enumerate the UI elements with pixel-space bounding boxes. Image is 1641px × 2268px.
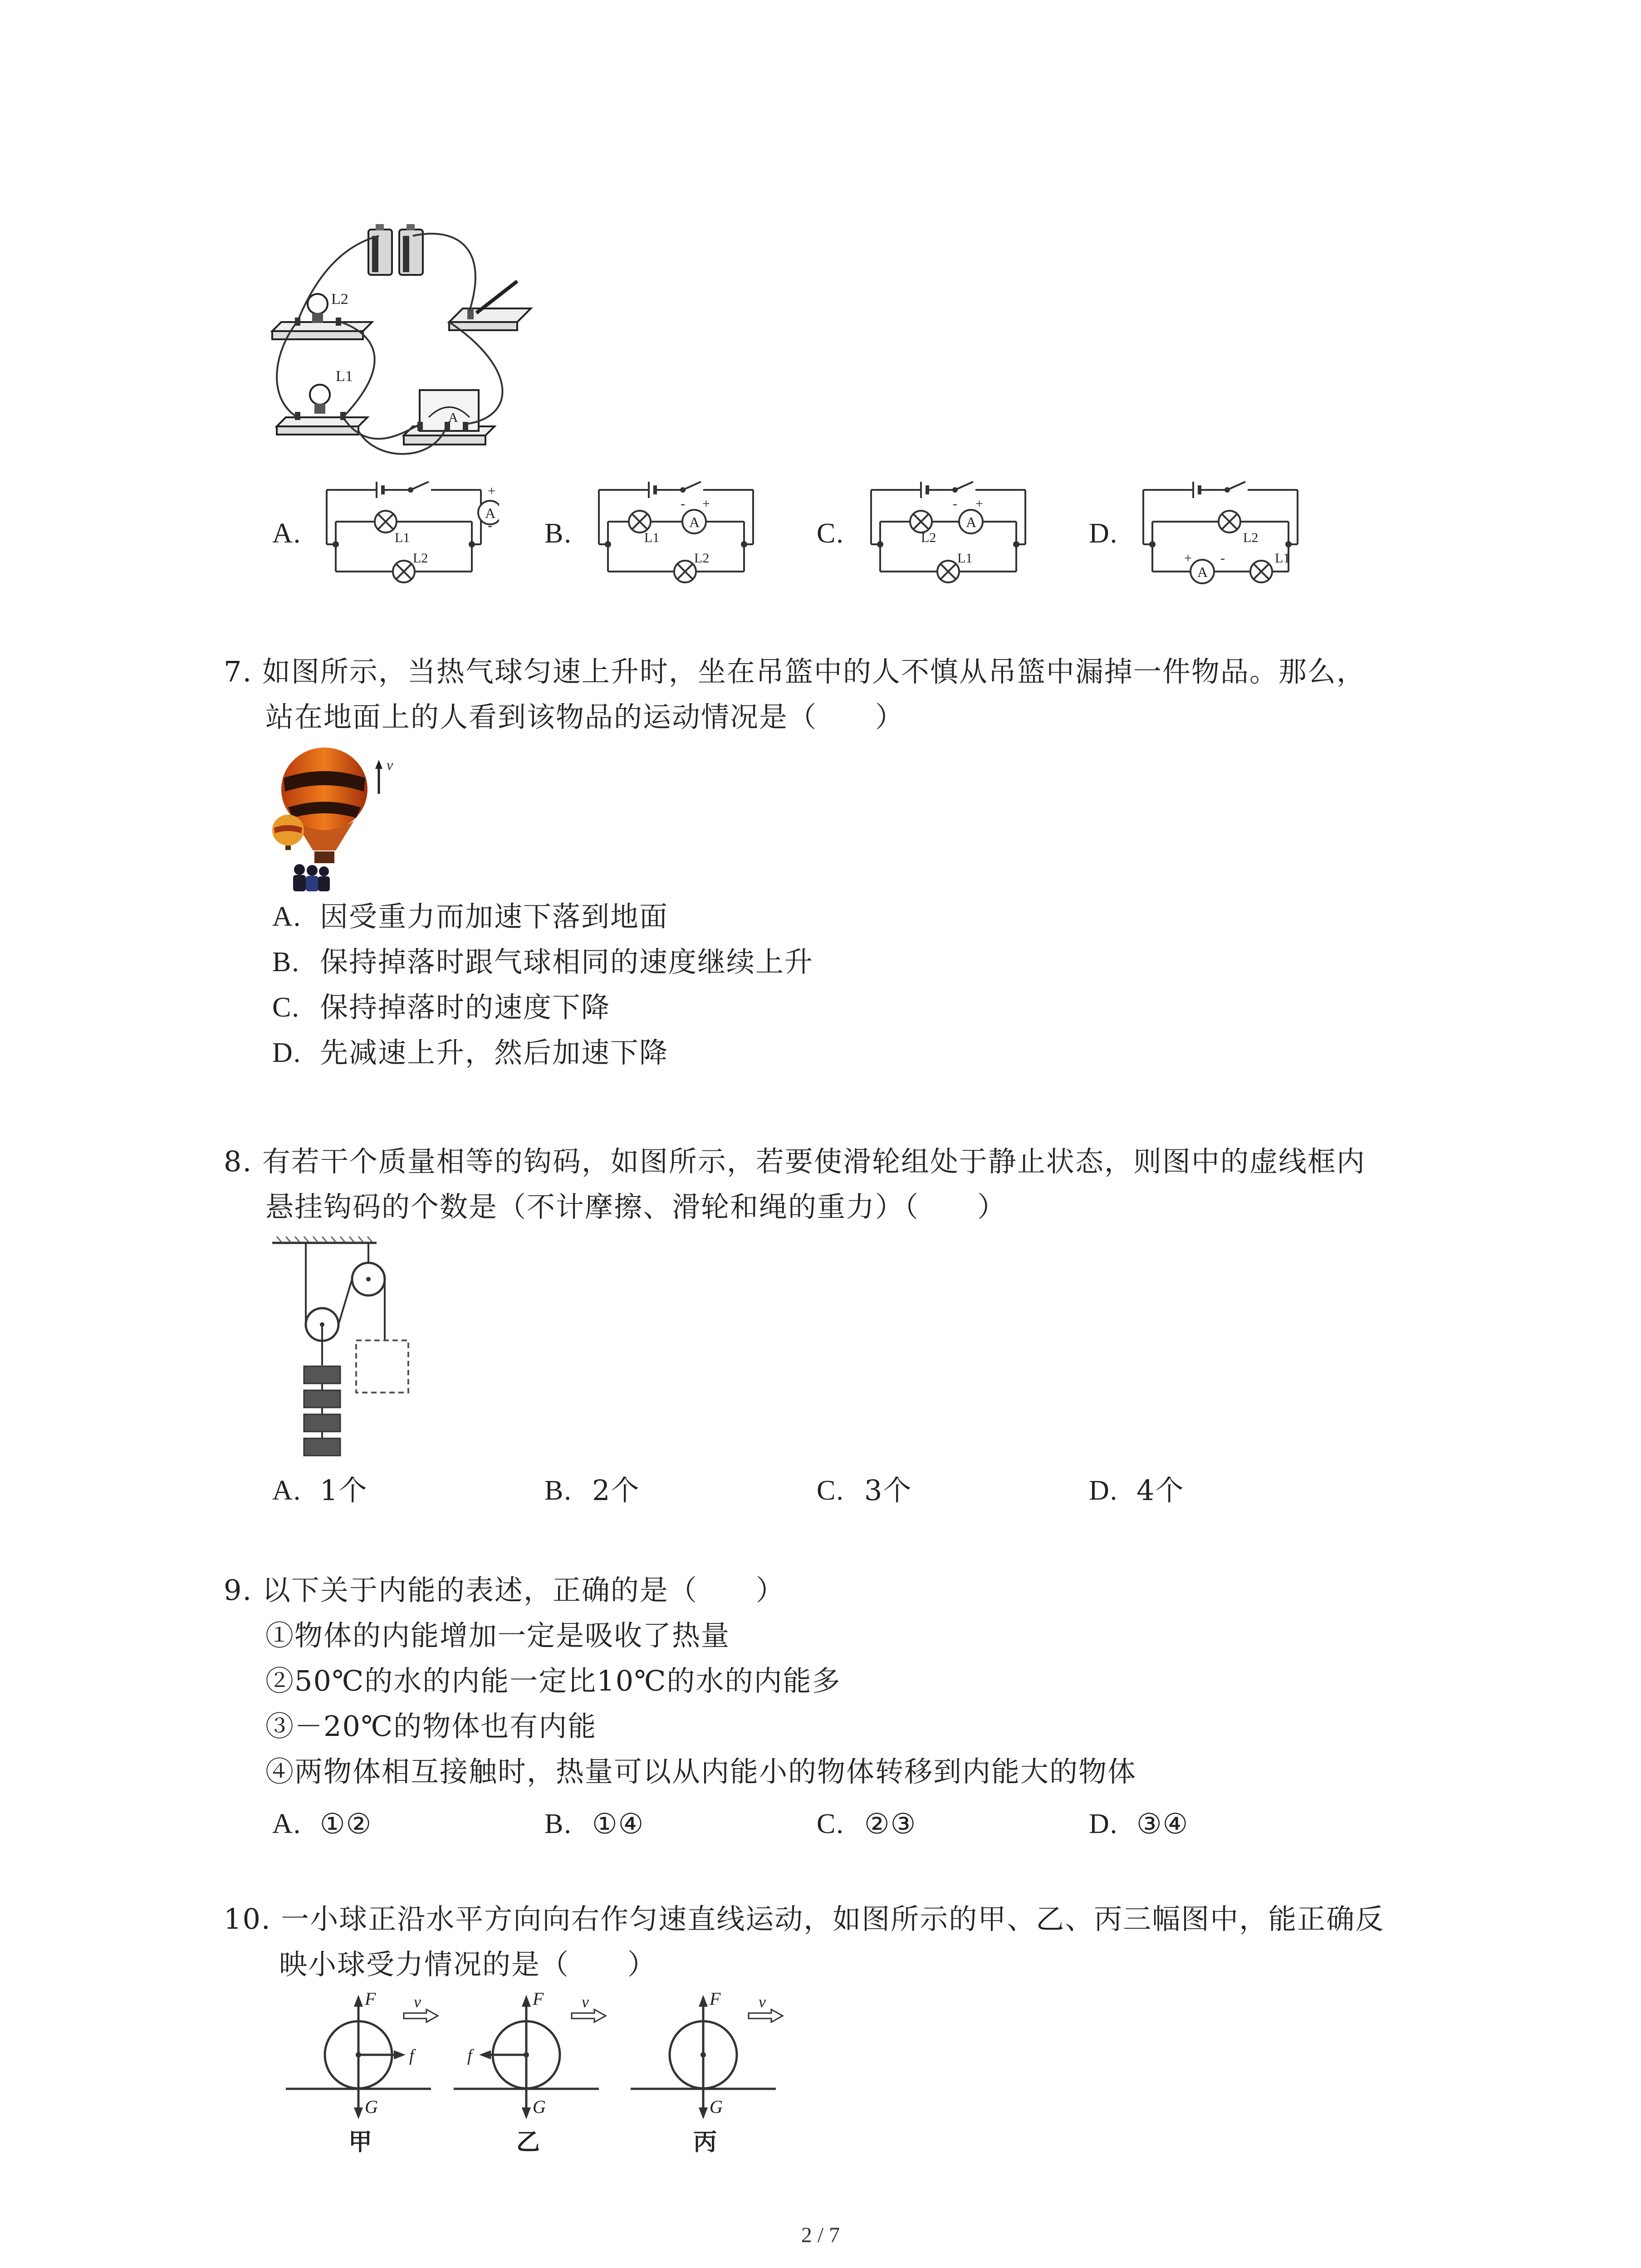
q9-option-letter[interactable]: A.: [272, 1809, 302, 1839]
photo-l2-label: L2: [331, 291, 348, 308]
lamp-l1-icon: [277, 385, 367, 435]
hot-air-balloon-icon: [281, 748, 367, 863]
q9-line1: 9. 以下关于内能的表述，正确的是（ ）: [224, 1574, 785, 1607]
force-f-label: F: [710, 1991, 721, 2009]
friction-label: f: [467, 2046, 472, 2065]
q9-option-letter[interactable]: B.: [544, 1809, 572, 1839]
q8-line1: 8. 有若干个质量相等的钩码，如图所示，若要使滑轮组处于静止状态，则图中的虚线框内: [224, 1145, 1366, 1178]
ammeter-letter: A: [966, 514, 977, 530]
q8-option-letter[interactable]: B.: [544, 1475, 572, 1506]
diagram-name-label: 甲: [348, 2130, 372, 2156]
q7-option-text[interactable]: 保持掉落时的速度下降: [320, 991, 611, 1024]
q6-option-letter[interactable]: A.: [272, 518, 302, 549]
q9-statement: ③－20℃的物体也有内能: [265, 1710, 597, 1743]
gravity-g-label: G: [533, 2097, 546, 2117]
ammeter-letter: A: [689, 514, 700, 530]
ropes: [306, 1244, 385, 1365]
minus-sign: -: [953, 496, 957, 511]
q7-option-text[interactable]: 保持掉落时跟气球相同的速度继续上升: [320, 945, 814, 978]
q7-balloon-image: [268, 746, 417, 896]
lamp-icon: [375, 511, 397, 533]
q6-bottom-lamp-label: L2: [413, 551, 428, 566]
ammeter-letter: A: [485, 505, 496, 521]
q10-line1: 10. 一小球正沿水平方向向右作匀速直线运动，如图所示的甲、乙、丙三幅图中，能正确反: [224, 1902, 1385, 1936]
lamp-icon: [393, 561, 415, 582]
q10-diagram[interactable]: [631, 1991, 783, 2156]
q10-diagram[interactable]: [286, 1991, 438, 2156]
q6-option-letter[interactable]: B.: [544, 518, 572, 549]
battery-icon: [368, 224, 423, 275]
ammeter-symbol-icon: [959, 510, 983, 533]
q6-top-lamp-label: L2: [1243, 530, 1259, 545]
plus-sign: +: [702, 496, 710, 511]
q6-top-lamp-label: L2: [921, 530, 936, 545]
ceiling: [272, 1237, 377, 1243]
diagram-name-label: 丙: [693, 2130, 717, 2156]
q6-circuit-photo: [263, 218, 554, 472]
minus-sign: -: [488, 518, 492, 533]
lamp-icon: [910, 511, 932, 533]
q7-option-text[interactable]: 先减速上升，然后加速下降: [320, 1036, 669, 1069]
q8-option-letter[interactable]: C.: [817, 1475, 844, 1506]
q9-option-letter[interactable]: C.: [817, 1809, 844, 1839]
lamp-icon: [937, 561, 959, 582]
q9-statement: ②50℃的水的内能一定比10℃的水的内能多: [265, 1664, 841, 1697]
velocity-arrow-icon: [749, 2009, 783, 2022]
q6-option-letter[interactable]: D.: [1089, 518, 1118, 549]
minus-sign: -: [1220, 551, 1225, 566]
q10-diagram[interactable]: [454, 1991, 606, 2156]
page-number: 2 / 7: [801, 2223, 840, 2247]
q8-option-text[interactable]: 2个: [592, 1474, 640, 1507]
gravity-g-label: G: [710, 2097, 723, 2117]
photo-l1-label: L1: [336, 368, 353, 385]
photo-ammeter-label: A: [448, 410, 458, 425]
q6-option-letter[interactable]: C.: [817, 518, 844, 549]
q10-line2: 映小球受力情况的是（ ）: [279, 1948, 657, 1981]
q9-option-text[interactable]: ③④: [1136, 1807, 1189, 1840]
diagram-name-label: 乙: [516, 2130, 540, 2156]
q6-bottom-lamp-label: L1: [957, 551, 973, 566]
q7-option-letter[interactable]: B.: [272, 947, 300, 978]
velocity-label: v: [582, 1993, 589, 2011]
q8-option-text[interactable]: 4个: [1136, 1474, 1185, 1507]
people-icon: [293, 864, 330, 891]
q8-option-text[interactable]: 1个: [320, 1474, 368, 1507]
q8-option-letter[interactable]: A.: [272, 1475, 302, 1506]
q9-statement: ①物体的内能增加一定是吸收了热量: [265, 1619, 730, 1652]
velocity-arrow-icon: [572, 2009, 606, 2022]
q6-option-circuit[interactable]: [853, 481, 1043, 599]
velocity-label: v: [414, 1993, 421, 2011]
q6-top-lamp-label: L1: [644, 530, 660, 545]
force-f-label: F: [533, 1991, 544, 2009]
lamp-l2-icon: [272, 294, 372, 339]
small-balloon-icon: [272, 815, 304, 850]
q6-option-circuit[interactable]: [581, 481, 771, 599]
ammeter-symbol-icon: [1190, 560, 1214, 583]
q8-pulley-diagram: [268, 1234, 426, 1470]
q6-bottom-lamp-label: L2: [694, 551, 710, 566]
gravity-g-label: G: [365, 2097, 378, 2117]
q9-option-text[interactable]: ①④: [592, 1807, 645, 1840]
q7-option-letter[interactable]: D.: [272, 1037, 302, 1068]
q7-option-text[interactable]: 因受重力而加速下落到地面: [320, 900, 669, 933]
lamp-icon: [629, 511, 651, 533]
q6-option-circuit[interactable]: [309, 481, 499, 599]
q8-option-text[interactable]: 3个: [864, 1474, 912, 1507]
q9-option-letter[interactable]: D.: [1089, 1809, 1118, 1839]
q9-option-text[interactable]: ②③: [864, 1807, 917, 1840]
q8-line2: 悬挂钩码的个数是（不计摩擦、滑轮和绳的重力）（ ）: [265, 1190, 1007, 1223]
q7-line1: 7. 如图所示，当热气球匀速上升时，坐在吊篮中的人不慎从吊篮中漏掉一件物品。那么，: [224, 655, 1366, 688]
friction-label: f: [409, 2046, 414, 2065]
velocity-label: v: [759, 1993, 766, 2011]
lamp-icon: [674, 561, 696, 582]
q9-statement: ④两物体相互接触时，热量可以从内能小的物体转移到内能大的物体: [265, 1755, 1137, 1788]
ammeter-symbol-icon: [682, 510, 706, 533]
q9-option-text[interactable]: ①②: [320, 1807, 372, 1840]
up-arrow-icon: [375, 760, 382, 794]
ammeter-letter: A: [1197, 564, 1208, 580]
q6-top-lamp-label: L1: [395, 530, 410, 545]
minus-sign: -: [681, 496, 685, 511]
velocity-arrow-icon: [404, 2009, 438, 2022]
force-f-label: F: [365, 1991, 376, 2009]
switch-icon: [449, 281, 531, 330]
q7-option-letter[interactable]: C.: [272, 992, 300, 1023]
q8-option-letter[interactable]: D.: [1089, 1475, 1118, 1506]
dashed-box: [356, 1340, 408, 1393]
q7-line2: 站在地面上的人看到该物品的运动情况是（ ）: [265, 700, 905, 733]
plus-sign: +: [488, 484, 495, 499]
q10-force-diagrams: [281, 1991, 826, 2164]
q6-option-circuit[interactable]: [1125, 481, 1316, 599]
plus-sign: +: [1184, 551, 1192, 566]
lamp-icon: [1219, 511, 1240, 533]
q7-option-letter[interactable]: A.: [272, 901, 302, 932]
q7-velocity-label: v: [387, 757, 393, 773]
lamp-icon: [1250, 561, 1272, 582]
q6-bottom-lamp-label: L1: [1275, 551, 1290, 566]
plus-sign: +: [975, 496, 983, 511]
